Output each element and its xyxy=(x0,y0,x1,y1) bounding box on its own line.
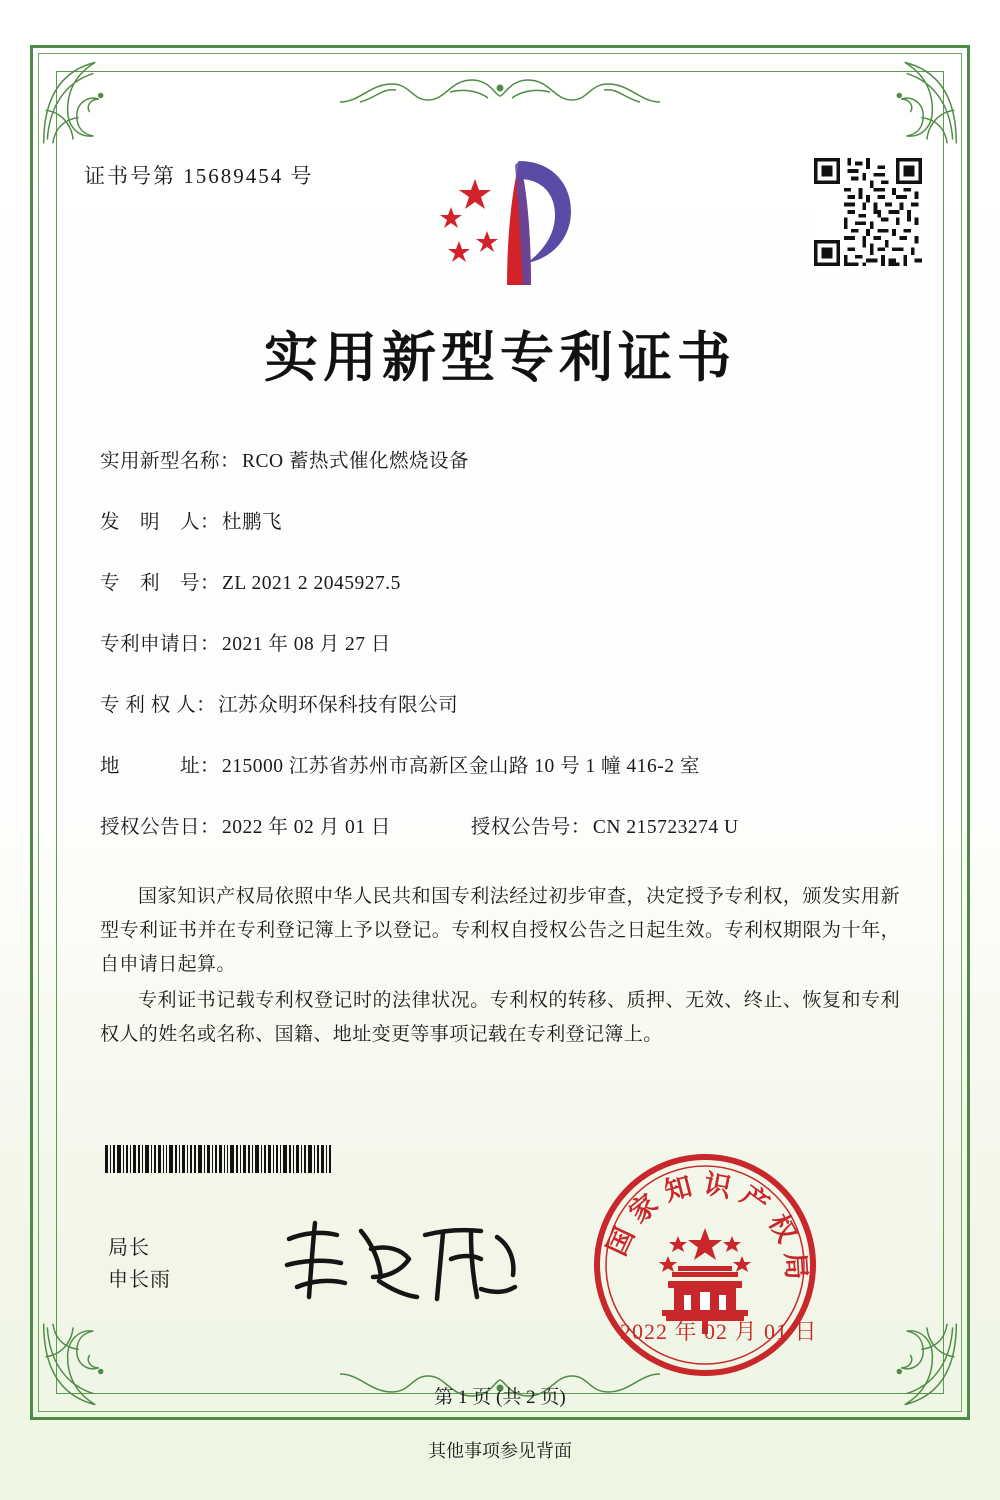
field-row xyxy=(100,689,900,717)
handwritten-signature-icon xyxy=(275,1215,525,1310)
field-value: 杜鹏飞 xyxy=(222,512,283,533)
body-paragraph-2: 专利证书记载专利权登记时的法律状况。专利权的转移、质押、无效、终止、恢复和专利权人的姓名或名称、国籍、地址变更等事项记载在专利登记簿上。 xyxy=(100,990,900,1045)
seal-date: 2022 年 02 月 01 日 xyxy=(620,1319,818,1344)
field-value: RCO 蓄热式催化燃烧设备 xyxy=(242,451,469,472)
signature-name: 申长雨 xyxy=(108,1269,171,1291)
page-title: 实用新型专利证书 xyxy=(264,326,736,389)
corner-ornament-icon xyxy=(40,55,132,147)
field-label: 专利申请日： xyxy=(100,634,221,655)
grant-date-label: 授权公告日： xyxy=(100,817,221,838)
field-value: ZL 2021 2 2045927.5 xyxy=(222,573,401,594)
field-list xyxy=(100,445,900,872)
field-label: 专 利 号： xyxy=(100,573,221,594)
field-value: 215000 江苏省苏州市高新区金山路 10 号 1 幢 416-2 室 xyxy=(222,756,700,777)
field-row xyxy=(100,445,900,473)
field-row xyxy=(100,567,900,595)
field-row xyxy=(100,750,900,778)
field-label: 实用新型名称： xyxy=(100,451,241,472)
field-label: 地 址： xyxy=(100,756,221,777)
body-paragraph-1: 国家知识产权局依照中华人民共和国专利法经过初步审查，决定授予专利权，颁发实用新型专利证书并在专利登记簿上予以登记。专利权自授权公告之日起生效。专利权期限为十年，自申请日起算。 xyxy=(100,886,900,975)
field-label: 发 明 人： xyxy=(100,512,221,533)
certificate-number: 证书号第 15689454 号 xyxy=(84,164,314,188)
grant-number-value: CN 215723274 U xyxy=(592,817,739,838)
barcode-icon xyxy=(105,1145,390,1173)
signature-block xyxy=(108,1232,171,1296)
field-label: 专 利 权 人： xyxy=(100,695,217,716)
grant-number-label: 授权公告号： xyxy=(470,817,591,838)
body-text xyxy=(100,880,900,1054)
cnipa-logo-icon xyxy=(415,145,585,295)
grant-row xyxy=(100,811,900,839)
svg-text:国家知识产权局: 国家知识产权局 xyxy=(601,1168,812,1290)
grant-date-value: 2022 年 02 月 01 日 xyxy=(222,817,391,838)
back-side-note: 其他事项参见背面 xyxy=(428,1441,572,1461)
page-number: 第 1 页 (共 2 页) xyxy=(434,1387,566,1408)
field-row xyxy=(100,628,900,656)
field-value: 2021 年 08 月 27 日 xyxy=(222,634,391,655)
top-scroll-ornament-icon xyxy=(300,58,700,106)
qr-code-icon xyxy=(814,158,922,266)
signature-title: 局长 xyxy=(108,1237,150,1259)
field-row xyxy=(100,506,900,534)
corner-ornament-icon xyxy=(868,55,960,147)
field-value: 江苏众明环保科技有限公司 xyxy=(218,695,459,716)
